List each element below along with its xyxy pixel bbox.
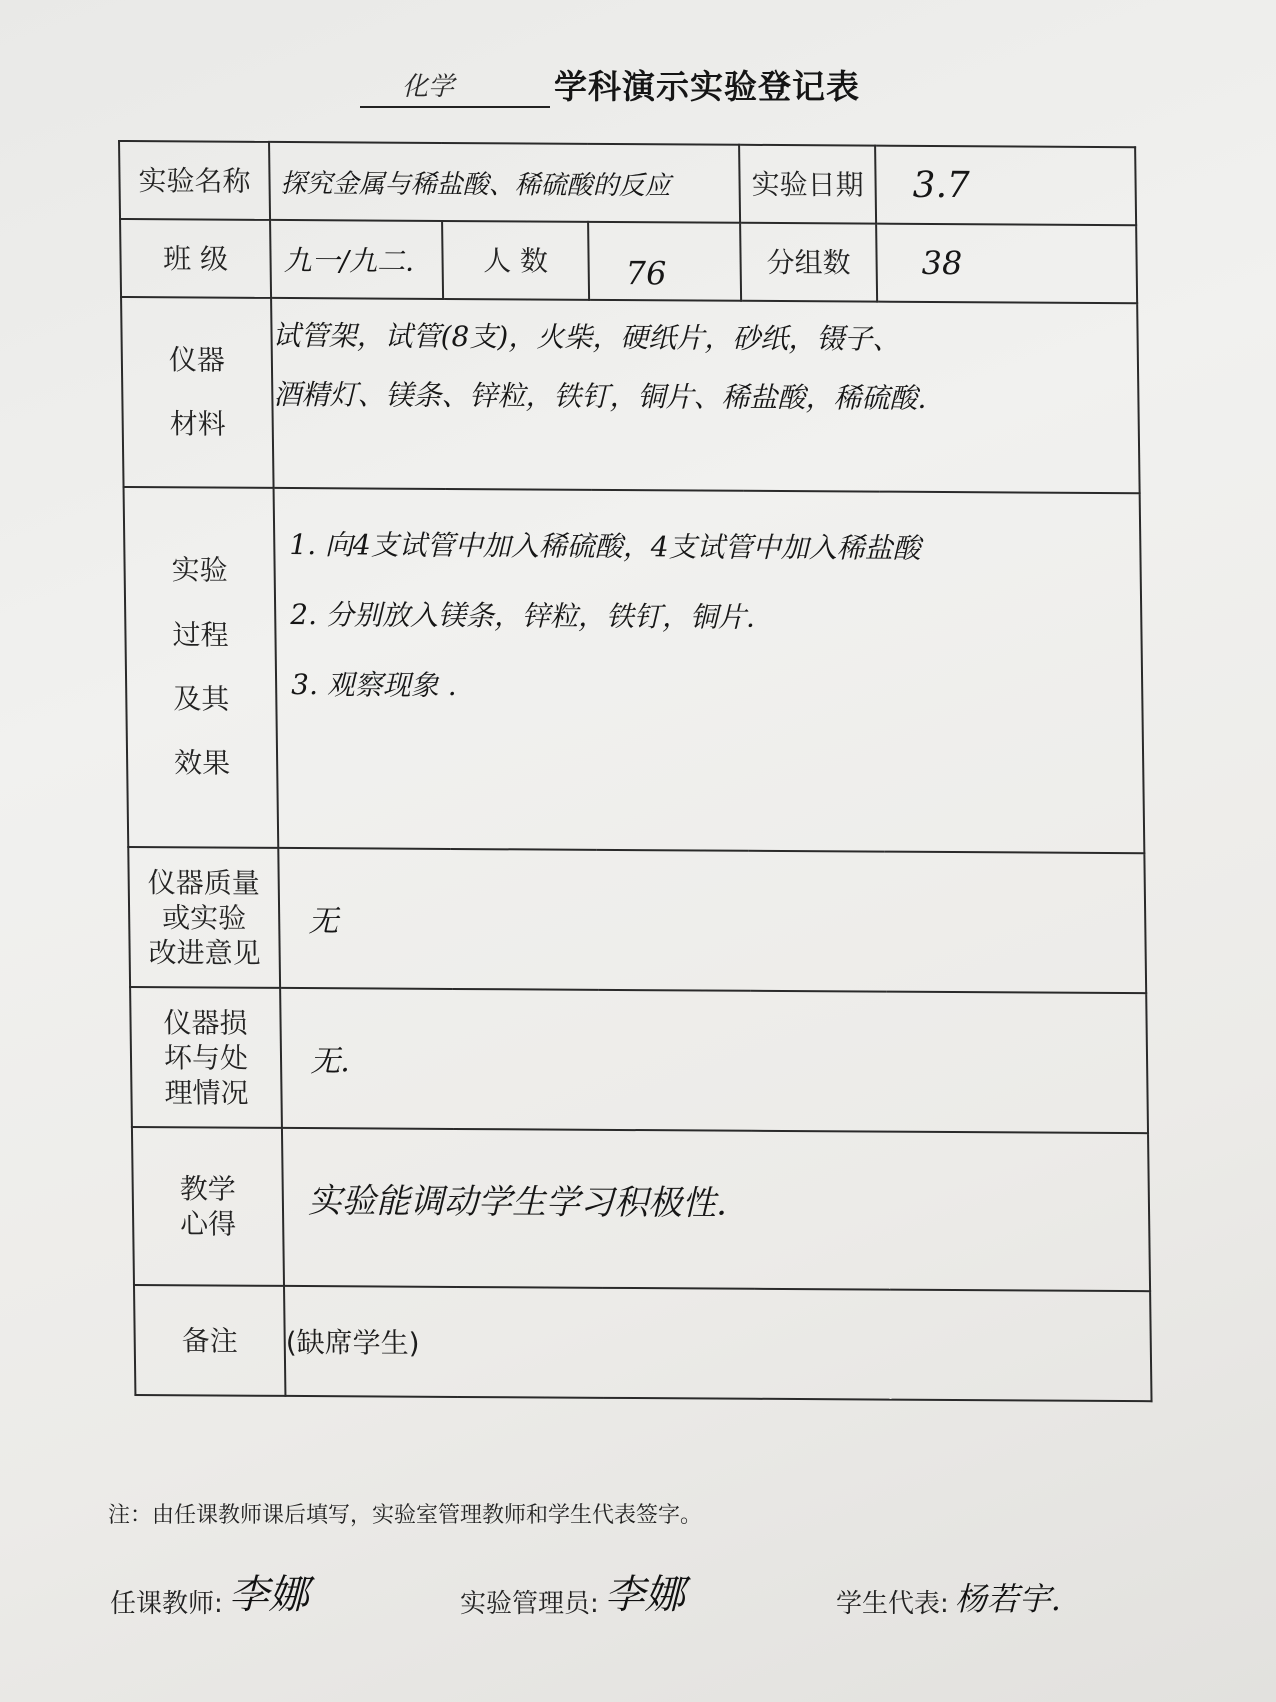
quality-label — [128, 847, 280, 988]
remarks-value: (缺席学生) — [284, 1286, 1152, 1401]
subject-value: 化学 — [402, 72, 455, 102]
quality-label-line-3: 改进意见 — [148, 935, 261, 970]
materials-line-2: 酒精灯、镁条、锌粒，铁钉，铜片、稀盐酸，稀硫酸. — [273, 377, 927, 415]
process-step-1: 1. 向4支试管中加入稀硫酸，4支试管中加入稀盐酸 — [289, 528, 921, 565]
process-label — [124, 487, 279, 848]
damage-value: 无. — [280, 988, 1148, 1133]
row-teaching — [132, 1127, 1150, 1291]
materials-label-line-2: 材料 — [169, 407, 226, 441]
materials-label — [121, 297, 274, 488]
quality-value: 无 — [278, 848, 1146, 993]
teacher-signature — [110, 1563, 309, 1620]
student-signature — [836, 1574, 1061, 1620]
damage-label — [130, 987, 282, 1128]
teaching-value: 实验能调动学生学习积极性. — [282, 1128, 1150, 1291]
teaching-label-line-1: 教学 — [179, 1172, 236, 1206]
student-count-label: 人 数 — [442, 221, 589, 300]
process-label-line-1: 实验 — [171, 553, 228, 587]
process-label-line-3: 及其 — [173, 682, 230, 716]
remarks-label: 备注 — [134, 1285, 285, 1396]
quality-label-line-2: 或实验 — [161, 900, 247, 935]
subject-blank — [360, 62, 550, 108]
damage-label-line-2: 坏与处 — [163, 1040, 249, 1075]
group-count-value: 38 — [876, 224, 1137, 304]
materials-line-1: 试管架，试管(8支)，火柴，硬纸片，砂纸，镊子、 — [272, 318, 901, 356]
admin-signature-value: 李娜 — [604, 1572, 685, 1618]
process-step-2: 2. 分别放入镁条，锌粒，铁钉，铜片. — [289, 598, 756, 634]
signature-row — [110, 1540, 1130, 1620]
process-label-line-4: 效果 — [173, 746, 231, 781]
experiment-date-value: 3.7 — [875, 146, 1136, 226]
experiment-name-value: 探究金属与稀盐酸、稀硫酸的反应 — [269, 142, 740, 223]
form-title — [360, 58, 860, 108]
materials-label-line-1: 仪器 — [168, 342, 226, 377]
quality-label-line-1: 仪器质量 — [147, 865, 260, 900]
student-count-value: 76 — [588, 222, 741, 301]
group-count-label: 分组数 — [740, 223, 877, 302]
page-title: 学科演示实验登记表 — [554, 67, 860, 106]
damage-label-line-3: 理情况 — [164, 1075, 249, 1110]
class-label: 班 级 — [120, 219, 271, 298]
row-experiment-name — [119, 141, 1136, 225]
student-label: 学生代表: — [836, 1589, 949, 1619]
teacher-signature-value: 李娜 — [228, 1572, 309, 1618]
admin-signature — [460, 1563, 685, 1620]
process-value — [274, 488, 1145, 853]
teacher-label: 任课教师: — [110, 1589, 223, 1619]
student-signature-value: 杨若宇. — [954, 1580, 1061, 1618]
experiment-date-label: 实验日期 — [739, 145, 876, 224]
row-materials — [121, 297, 1140, 493]
class-value: 九一/九二. — [270, 220, 443, 299]
row-quality — [128, 847, 1146, 993]
teaching-label-line-2: 心得 — [179, 1207, 237, 1241]
row-class-info — [120, 219, 1137, 303]
registration-table — [118, 140, 1153, 1402]
process-step-3: 3. 观察现象 . — [290, 668, 457, 703]
teaching-label — [132, 1127, 284, 1286]
process-label-line-2: 过程 — [172, 617, 229, 652]
footer-note: 注：由任课教师课后填写，实验室管理教师和学生代表签字。 — [108, 1503, 703, 1528]
admin-label: 实验管理员: — [460, 1589, 599, 1619]
row-process — [124, 487, 1145, 853]
damage-label-line-1: 仪器损 — [163, 1005, 248, 1040]
row-damage — [130, 987, 1148, 1133]
row-remarks — [134, 1285, 1152, 1401]
experiment-name-label: 实验名称 — [119, 141, 270, 220]
materials-value — [271, 298, 1140, 493]
